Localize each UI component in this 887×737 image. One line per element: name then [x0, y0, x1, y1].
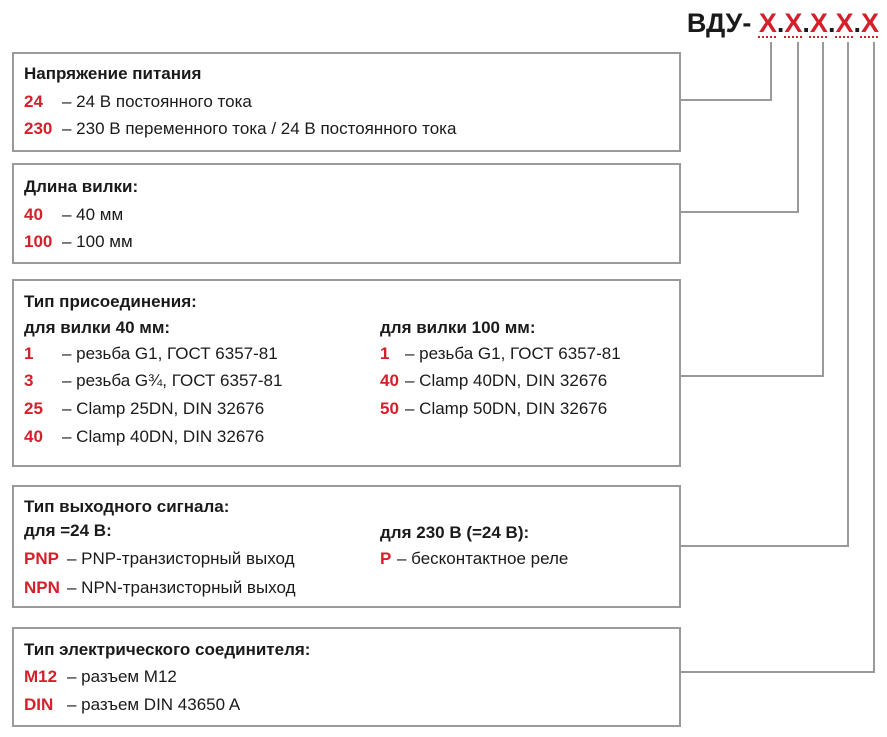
length-desc-100: – 100 мм [62, 232, 133, 251]
connector-line-5 [681, 42, 874, 672]
connection-col2-title: для вилки 100 мм: [380, 318, 536, 337]
length-code-100: 100 [24, 232, 53, 251]
code-separator: . [853, 8, 861, 38]
code-separator: . [776, 8, 785, 38]
connector-line-3 [681, 42, 823, 376]
signal-col1-title: для =24 В: [24, 521, 112, 540]
supply-voltage-title: Напряжение питания [24, 64, 202, 83]
signal-col1-code: PNP [24, 549, 59, 568]
connection-col2-desc: – Clamp 50DN, DIN 32676 [405, 399, 608, 418]
length-desc-40: – 40 мм [62, 205, 124, 224]
supply-desc-24: – 24 В постоянного тока [62, 92, 252, 111]
supply-code-24: 24 [24, 92, 43, 111]
model-prefix: ВДУ- [686, 8, 752, 38]
length-code-40: 40 [24, 205, 43, 224]
connector-line-1 [681, 42, 771, 100]
code-position-1: X [758, 8, 777, 38]
signal-col1-desc: – NPN-транзисторный выход [67, 578, 296, 597]
code-position-4: X [835, 8, 854, 38]
connector-code-din: DIN [24, 695, 54, 714]
connection-col2-code: 40 [380, 371, 399, 390]
connection-col2-desc: – резьба G1, ГОСТ 6357-81 [405, 344, 621, 363]
signal-col2-desc: – бесконтактное реле [397, 549, 569, 568]
fork-length-title: Длина вилки: [24, 177, 139, 196]
connector-desc-din: – разъем DIN 43650 A [67, 695, 241, 714]
signal-col1-code: NPN [24, 578, 60, 597]
connection-col1-code: 3 [24, 371, 34, 390]
connection-col1-desc: – Clamp 25DN, DIN 32676 [62, 399, 265, 418]
code-position-2: X [784, 8, 803, 38]
connector-desc-m12: – разъем M12 [67, 667, 177, 686]
connection-col1-desc: – резьба G¾, ГОСТ 6357-81 [62, 371, 283, 390]
connection-col2-desc: – Clamp 40DN, DIN 32676 [405, 371, 608, 390]
connection-col1-code: 40 [24, 427, 43, 446]
connection-col1-desc: – резьба G1, ГОСТ 6357-81 [62, 344, 278, 363]
code-position-5: X [860, 8, 879, 38]
connection-col1-code: 25 [24, 399, 43, 418]
connector-code-m12: M12 [24, 667, 58, 686]
code-separator: . [802, 8, 810, 38]
electrical-connector-title: Тип электрического соединителя: [24, 640, 311, 659]
connection-col1-code: 1 [24, 344, 34, 363]
signal-col2-code: P [380, 549, 392, 568]
connection-col2-code: 50 [380, 399, 399, 418]
connection-type-title: Тип присоединения: [24, 292, 197, 311]
code-separator: . [827, 8, 836, 38]
connector-line-2 [681, 42, 798, 212]
code-position-3: X [809, 8, 828, 38]
supply-code-230: 230 [24, 119, 53, 138]
output-signal-title: Тип выходного сигнала: [24, 497, 230, 516]
signal-col1-desc: – PNP-транзисторный выход [67, 549, 295, 568]
supply-desc-230: – 230 В переменного тока / 24 В постоянного тока [62, 119, 457, 138]
signal-col2-title: для 230 В (=24 В): [380, 523, 530, 542]
connection-col1-desc: – Clamp 40DN, DIN 32676 [62, 427, 265, 446]
connection-col1-title: для вилки 40 мм: [24, 318, 171, 337]
connection-col2-code: 1 [380, 344, 390, 363]
